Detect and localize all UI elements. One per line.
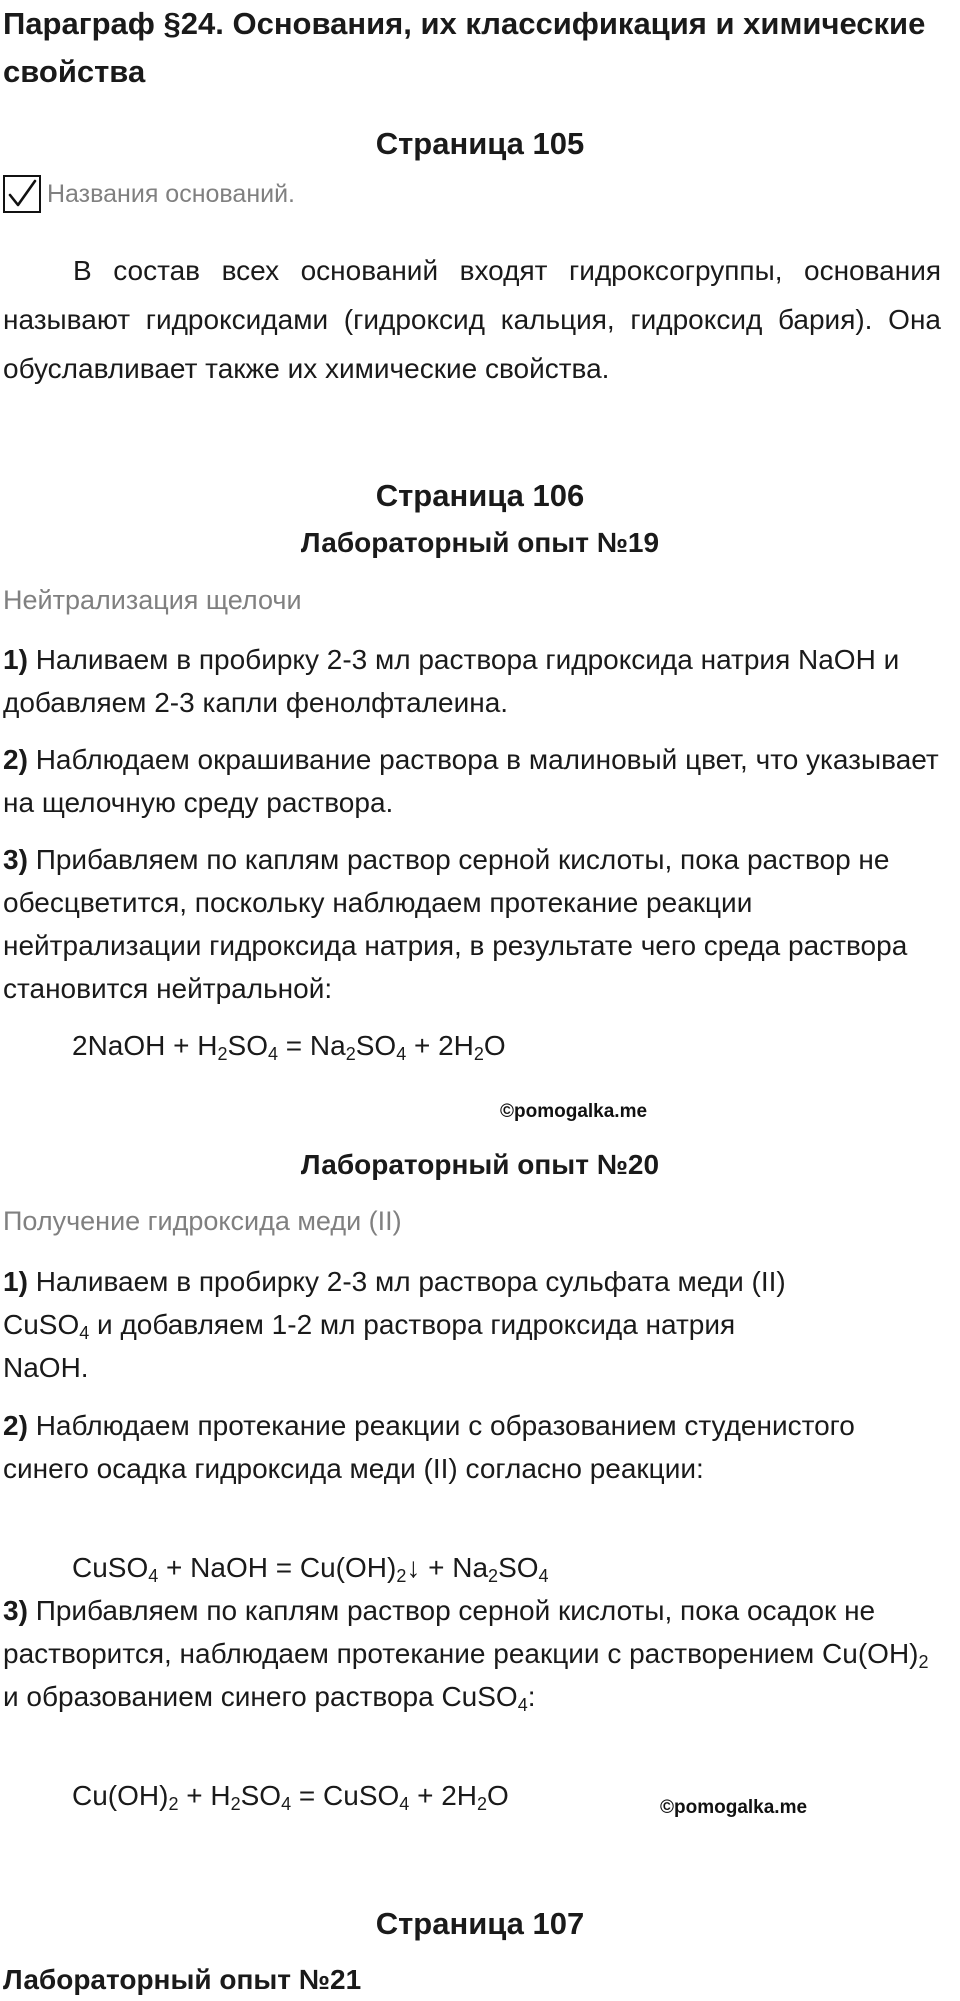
lab-20-subtitle: Получение гидроксида меди (II) — [3, 1206, 402, 1236]
step-number: 3) — [3, 844, 28, 875]
step-number: 2) — [3, 1410, 28, 1441]
task-row — [3, 172, 295, 216]
step-number: 2) — [3, 744, 28, 775]
watermark: ©pomogalka.me — [660, 1797, 808, 1818]
page-106-heading: Страница 106 — [375, 478, 585, 513]
lab-20-equation-2: $Cu(OH)_2 + H_2SO_4$ = CuSO$_4$ + $2H_2O$ — [72, 1780, 509, 1814]
lab-20-step-3: 3) Прибавляем по каплям раствор серной кислоты, пока осадок не растворится, наблюдаем протекание реакции с растворением $Cu(OH)_2$ и образованием синего раствора CuSO$_4$: — [3, 1595, 929, 1715]
lab-19-step-1 — [3, 638, 943, 724]
watermark: ©pomogalka.me — [500, 1101, 648, 1122]
lab-19-subtitle: Нейтрализация щелочи — [3, 585, 302, 615]
lab-19-step-2 — [3, 738, 943, 824]
page-105-heading: Страница 105 — [375, 126, 585, 161]
step-text: Наблюдаем протекание реакции с образованием студенистого синего осадка гидроксида меди (II) согласно реакции: — [3, 1410, 855, 1484]
step-number: 1) — [3, 1266, 28, 1297]
step-text: Наливаем в пробирку 2-3 мл раствора гидроксида натрия NaOH и добавляем 2-3 капли фенолфталеина. — [3, 644, 900, 718]
lab-20-title: Лабораторный опыт №20 — [300, 1149, 660, 1180]
step-number: 3) — [3, 1595, 28, 1626]
step-text: Наблюдаем окрашивание раствора в малиновый цвет, что указывает на щелочную среду раствора. — [3, 744, 939, 818]
checkmark-box-icon — [3, 175, 41, 213]
lab-19-step-3 — [3, 838, 943, 1010]
paragraph-title: Параграф §24. Основания, их классификация и химические свойства — [3, 6, 926, 89]
step-text: Прибавляем по каплям раствор серной кислоты, пока раствор не обесцветится, поскольку наблюдаем протекание реакции нейтрализации гидроксида натрия, в результате чего среда раствора становится нейтральной: — [3, 844, 908, 1004]
task-label: Названия оснований. — [47, 179, 295, 208]
answer-paragraph: В состав всех оснований входят гидроксогруппы, основания называют гидроксидами (гидроксид кальция, гидроксид бария). Она обуславливает также их химические свойства. — [3, 255, 941, 384]
page-107-heading: Страница 107 — [375, 1906, 585, 1941]
lab-19-title: Лабораторный опыт №19 — [300, 527, 660, 558]
step-number: 1) — [3, 644, 28, 675]
lab-20-equation-1: CuSO$_4$ + NaOH = $Cu(OH)_2↓ + Na_2SO_4$ — [72, 1552, 549, 1586]
lab-20-step-1: 1) Наливаем в пробирку 2-3 мл раствора сульфата меди (II) CuSO$_4$ и добавляем 1-2 мл раствора гидроксида натрия NaOH. — [3, 1266, 786, 1383]
lab-19-equation: 2NaOH + $H_2SO_4 = Na_2SO_4 + 2H_2O$ — [72, 1030, 506, 1064]
lab-20-step-2 — [3, 1404, 943, 1490]
lab-21-title: Лабораторный опыт №21 — [3, 1964, 362, 1995]
